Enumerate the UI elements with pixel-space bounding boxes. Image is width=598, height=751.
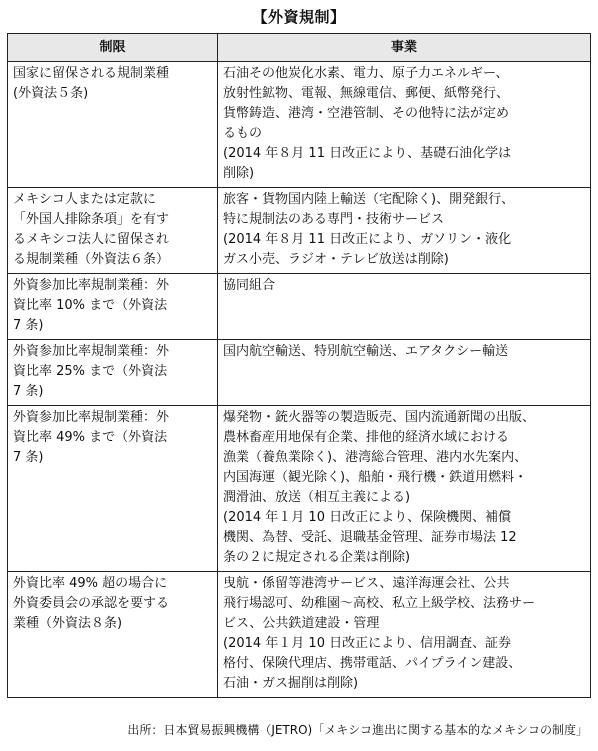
table-row xyxy=(8,62,591,188)
business-cell: 曳航・係留等港湾サービス、遠洋海運会社、公共 飛行場認可、幼稚園～高校、私立上級学校、法務サー ビス、公共鉄道建設・管理 (2014 年１月 10 日改正により、信用調査、証券 格付、保険代理店、携帯電話、パイプライン建設、 石油・ガス掘削は削除) xyxy=(218,572,591,698)
table-row xyxy=(8,406,591,572)
business-cell: 国内航空輸送、特別航空輸送、エアタクシー輸送 xyxy=(218,340,591,406)
table-row xyxy=(8,572,591,698)
source-note: 出所：日本貿易振興機構（JETRO)「メキシコ進出に関する基本的なメキシコの制度」 xyxy=(127,723,588,737)
header-business: 事業 xyxy=(218,34,591,62)
business-cell: 石油その他炭化水素、電力、原子力エネルギー、 放射性鉱物、電報、無線電信、郵便、紙幣発行、 貨幣鋳造、港湾・空港管制、その他特に法が定め るもの (2014 年８月 11 日改正により、基礎石油化学は 削除) xyxy=(218,62,591,188)
restriction-cell: 国家に留保される規制業種 (外資法５条) xyxy=(8,62,218,188)
header-restriction: 制限 xyxy=(8,34,218,62)
table-header-row xyxy=(8,34,591,62)
business-cell: 旅客・貨物国内陸上輸送（宅配除く)、開発銀行、 特に規制法のある専門・技術サービス (2014 年８月 11 日改正により、ガソリン・液化 ガス小売、ラジオ・テレビ放送は削除) xyxy=(218,188,591,274)
restriction-cell: メキシコ人または定款に 「外国人排除条項」を有す るメキシコ法人に留保され る規制業種（外資法６条） xyxy=(8,188,218,274)
restriction-cell: 外資参加比率規制業種：外 資比率 10% まで（外資法 7 条) xyxy=(8,274,218,340)
restriction-cell: 外資参加比率規制業種：外 資比率 25% まで（外資法 7 条) xyxy=(8,340,218,406)
restriction-cell: 外資参加比率規制業種：外 資比率 49% まで（外資法 7 条) xyxy=(8,406,218,572)
business-cell: 爆発物・銃火器等の製造販売、国内流通新聞の出版、 農林畜産用地保有企業、排他的経済水域における 漁業（養魚業除く)、港湾総合管理、港内水先案内、 内国海運（観光除く)、船舶・飛行機・鉄道用燃料・ 潤滑油、放送（相互主義による) (2014 年１月 10 日改正により、保険機関、補償 機関、為替、受託、退職基金管理、証券市場法 12 条の２に規定される企業は削除) xyxy=(218,406,591,572)
table-row xyxy=(8,340,591,406)
table-row xyxy=(8,188,591,274)
restriction-cell: 外資比率 49% 超の場合に 外資委員会の承認を要する 業種（外資法８条) xyxy=(8,572,218,698)
regulation-table xyxy=(7,33,591,698)
table-row xyxy=(8,274,591,340)
business-cell: 協同組合 xyxy=(218,274,591,340)
table-title: 【外資規制】 xyxy=(252,8,346,26)
